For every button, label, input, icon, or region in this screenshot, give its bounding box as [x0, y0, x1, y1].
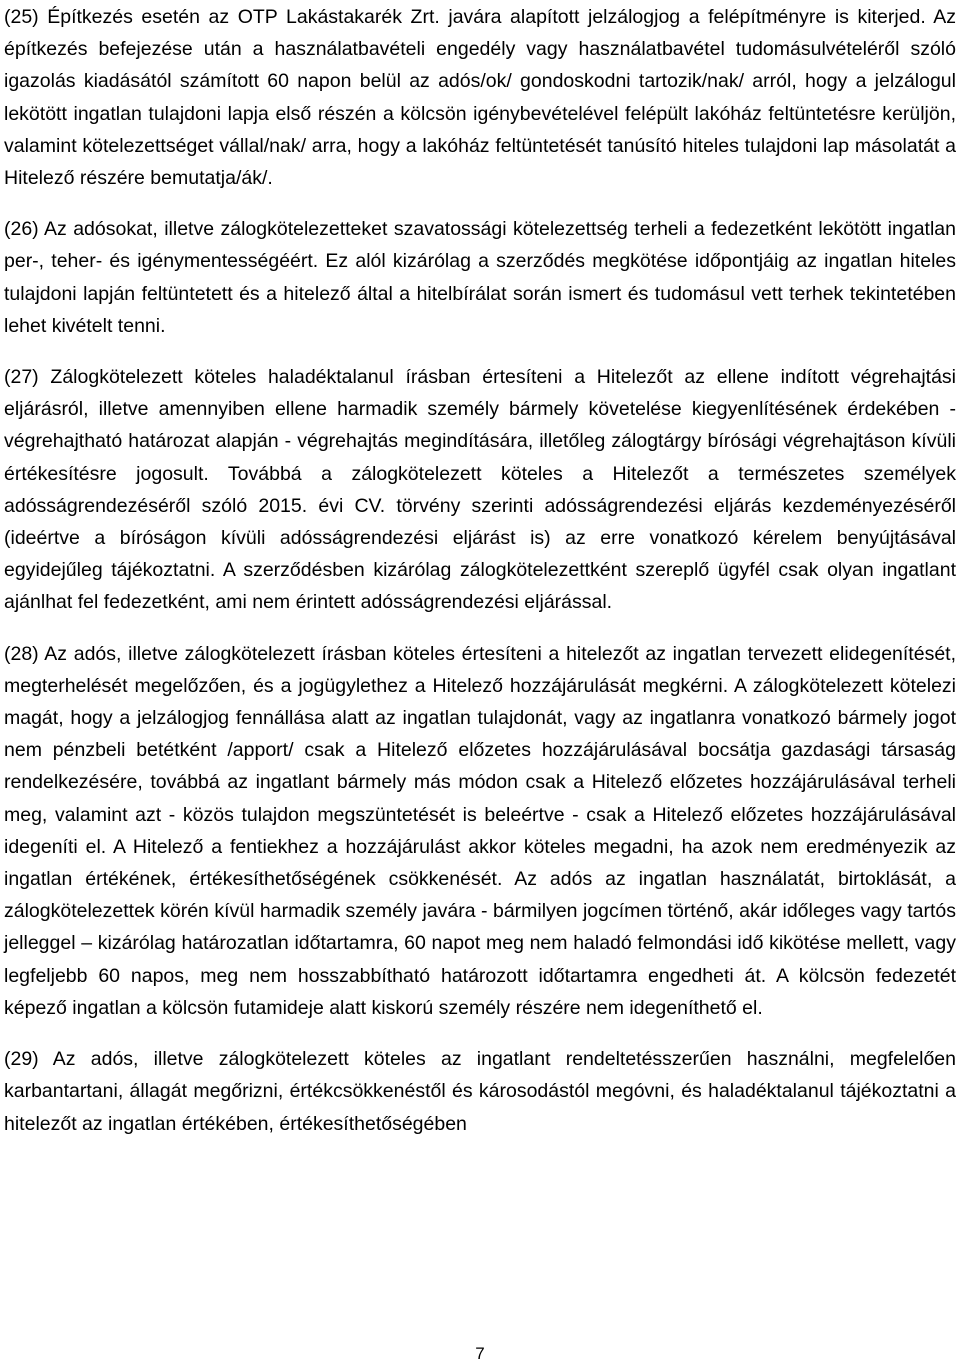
paragraph-29: (29) Az adós, illetve zálogkötelezett köteles az ingatlant rendeltetésszerűen használni, megfelelően karbantartani, állagát megőrizni, értékcsökkenéstől és károsodástól megóvni, és haladéktalanul tájékoztatni a hitelezőt az ingatlan értékében, értékesíthetőségében [4, 1048, 956, 1135]
paragraph-26: (26) Az adósokat, illetve zálogkötelezetteket szavatossági kötelezettség terheli a fedezetként lekötött ingatlan per-, teher- és igénymentességéért. Ez alól kizárólag a szerződés megkötése időpontjáig az ingatlan hiteles tulajdoni lapján feltüntetett és a hitelező által a hitelbírálat során ismert és tudomásul vett terhek tekintetében lehet kivételt tenni. [4, 218, 956, 337]
paragraph-28: (28) Az adós, illetve zálogkötelezett írásban köteles értesíteni a hitelezőt az ingatlan tervezett elidegenítését, megterhelését megelőzően, és a jogügylethez a Hitelező hozzájárulását megkérni. A zálogkötelezett kötelezi magát, hogy a jelzálogjog fennállása alatt az ingatlan tulajdonát, vagy az ingatlanra vonatkozó bármely jogot nem pénzbeli betétként /apport/ csak a Hitelező előzetes hozzájárulásával bocsátja gazdasági társaság rendelkezésére, továbbá az ingatlant bármely más módon csak a Hitelező előzetes hozzájárulásával terheli meg, valamint azt - közös tulajdon megszüntetését is beleértve - csak a Hitelező előzetes hozzájárulásával idegeníti el. A Hitelező a fentiekhez a hozzájárulást akkor köteles megadni, ha azok nem eredményezik az ingatlan értékének, értékesíthetőségének csökkenését. Az adós az ingatlan használatát, birtoklását, a zálogkötelezettek körén kívül harmadik személy javára - bármilyen jogcímen történő, akár időleges vagy tartós jelleggel – kizárólag határozatlan időtartamra, 60 napot meg nem haladó felmondási idő kikötése mellett, vagy legfeljebb 60 napos, meg nem hosszabbítható határozott időtartamra engedheti át. A kölcsön fedezetét képező ingatlan a kölcsön futamideje alatt kiskorú személy részére nem idegeníthető el. [4, 642, 956, 1019]
page-number: 7 [475, 1344, 485, 1363]
paragraph-25: (25) Építkezés esetén az OTP Lakástakarék Zrt. javára alapított jelzálogjog a felépítményre is kiterjed. Az építkezés befejezése után a használatbavételi engedély vagy használatbavétel tudomásulvételéről szóló igazolás kiadásától számított 60 napon belül az adós/ok/ gondoskodni tartozik/nak/ arról, hogy a jelzálogul lekötött ingatlan tulajdoni lapja első részén a kölcsön igénybevételével felépült lakóház feltüntetésre kerüljön, valamint kötelezettséget vállal/nak/ arra, hogy a lakóház feltüntetését tanúsító hiteles tulajdoni lap másolatát a Hitelező részére bemutatja/ák/. [4, 6, 956, 190]
document-page [4, 0, 956, 1366]
paragraph-27: (27) Zálogkötelezett köteles haladéktalanul írásban értesíteni a Hitelezőt az ellene indított végrehajtási eljárásról, illetve amennyiben ellene harmadik személy bármely követelése kiegyenlítésének érdekében - végrehajtható határozat alapján - végrehajtás megindítására, illetőleg zálogtárgy bírósági végrehajtáson kívüli értékesítésre jogosult. Továbbá a zálogkötelezett köteles a Hitelezőt a természetes személyek adósságrendezéséről szóló 2015. évi CV. törvény szerinti adósságrendezési eljárás kezdeményezéséről (ideértve a bíróságon kívüli adósságrendezési eljárást is) az erre vonatkozó kérelem benyújtásával egyidejűleg tájékoztatni. A szerződésben kizárólag zálogkötelezettként szereplő ügyfél csak olyan ingatlant ajánlhat fel fedezetként, ami nem érintett adósságrendezési eljárással. [4, 366, 956, 614]
